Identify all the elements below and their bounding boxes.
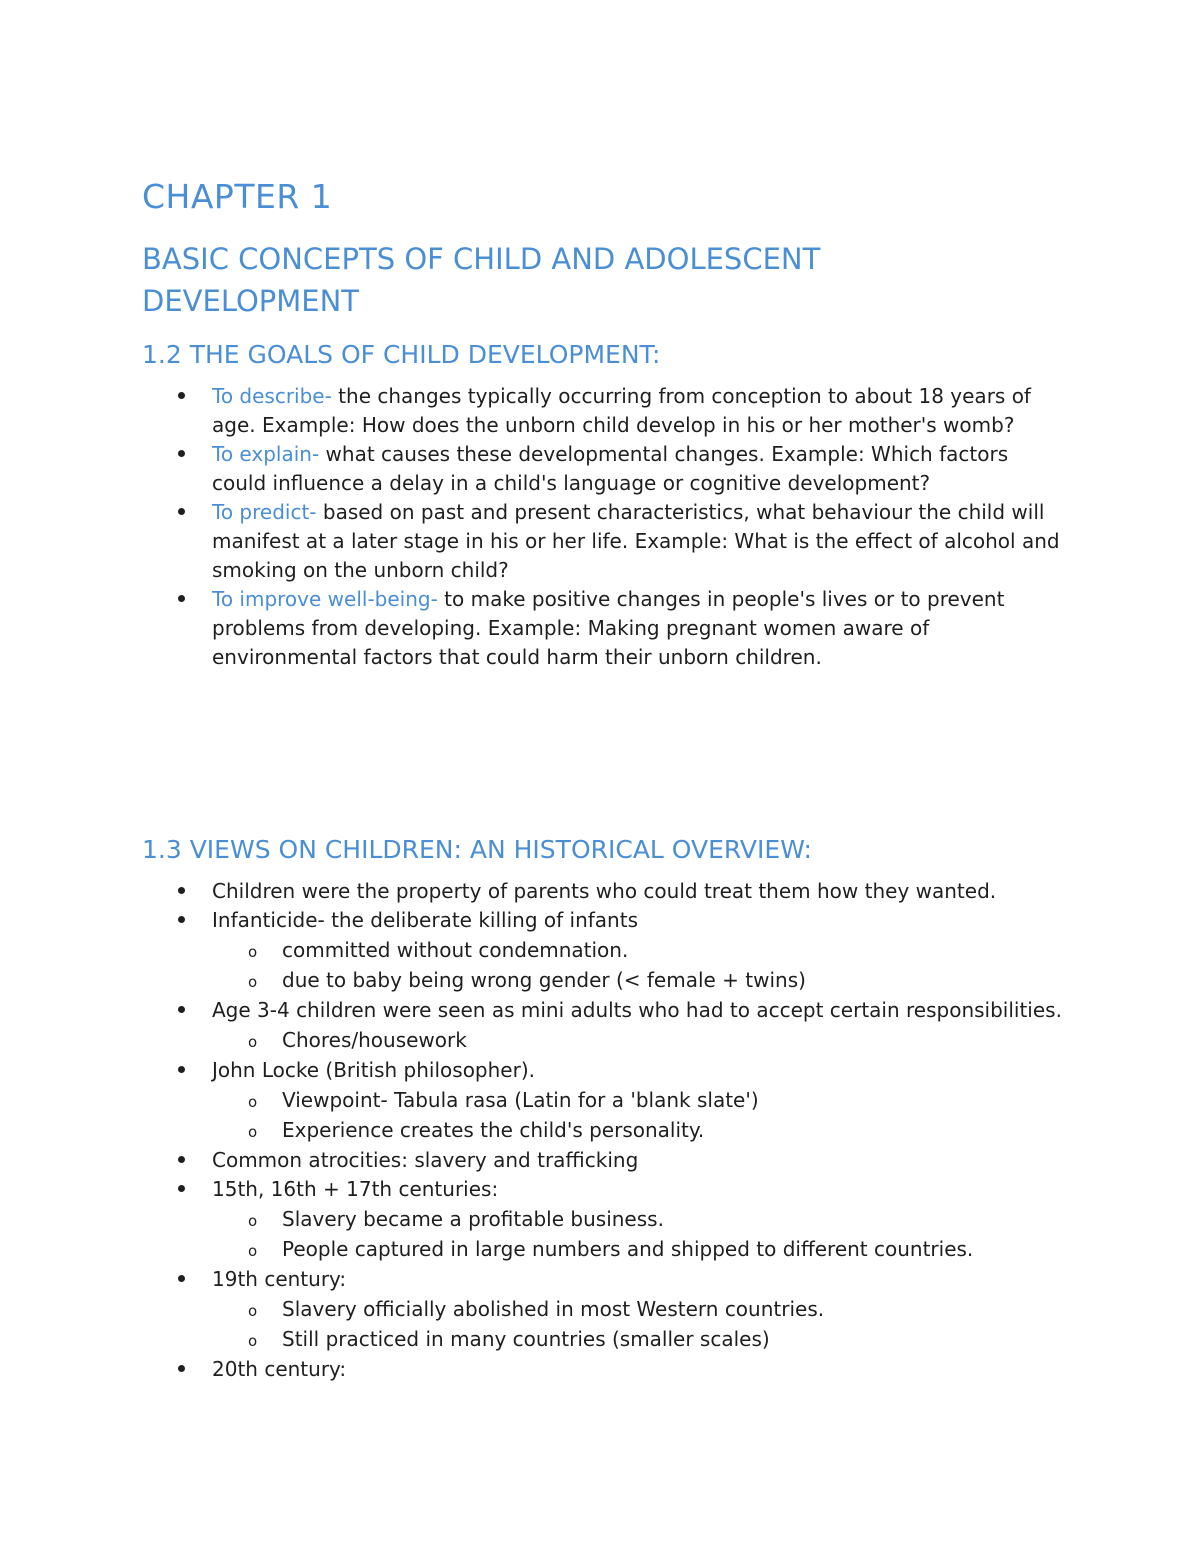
- circle-bullet-icon: o: [248, 973, 258, 991]
- bullet-icon: [175, 1355, 187, 1384]
- sub-item-text: Slavery officially abolished in most Western countries.: [282, 1297, 825, 1321]
- sub-item: [212, 1325, 1062, 1354]
- sub-item-text: People captured in large numbers and shipped to different countries.: [282, 1237, 974, 1261]
- sub-list: [212, 1295, 1062, 1354]
- goals-heading: 1.2 THE GOALS OF CHILD DEVELOPMENT:: [142, 340, 661, 369]
- circle-bullet-icon: o: [248, 1302, 258, 1320]
- sub-item-text: committed without condemnation.: [282, 938, 629, 962]
- circle-bullet-icon: o: [248, 1033, 258, 1051]
- view-text: 20th century:: [212, 1357, 347, 1381]
- goal-item: [0, 382, 1062, 440]
- bullet-icon: [175, 1146, 187, 1175]
- goal-text: based on past and present characteristics, what behaviour the child will manifest at a later stage in his or her life. Example: What is the effect of alcohol and smoking on the unborn child?: [212, 500, 1060, 582]
- bullet-icon: [175, 1265, 187, 1294]
- views-heading: 1.3 VIEWS ON CHILDREN: AN HISTORICAL OVERVIEW:: [142, 835, 812, 864]
- circle-bullet-icon: o: [248, 1212, 258, 1230]
- view-item: [0, 906, 1062, 995]
- sub-item: [212, 1086, 1062, 1115]
- sub-item: [212, 1235, 1062, 1264]
- goal-term: To describe-: [212, 384, 332, 408]
- sub-item-text: Still practiced in many countries (smaller scales): [282, 1327, 770, 1351]
- bullet-icon: [175, 906, 187, 935]
- sub-item-text: due to baby being wrong gender (< female + twins): [282, 968, 806, 992]
- goal-term: To predict-: [212, 500, 317, 524]
- circle-bullet-icon: o: [248, 1242, 258, 1260]
- goal-item: [0, 585, 1062, 672]
- bullet-icon: [175, 1056, 187, 1085]
- goal-text: the changes typically occurring from conception to about 18 years of age. Example: How does the unborn child develop in his or her mother's womb?: [212, 384, 1031, 437]
- view-item: [0, 996, 1062, 1055]
- goal-term: To explain-: [212, 442, 320, 466]
- view-text: Children were the property of parents who could treat them how they wanted.: [212, 879, 997, 903]
- bullet-icon: [175, 585, 187, 614]
- chapter-title: CHAPTER 1: [142, 177, 333, 216]
- view-item: [0, 1056, 1062, 1145]
- sub-item-text: Chores/housework: [282, 1028, 467, 1052]
- sub-list: [212, 1205, 1062, 1264]
- bullet-icon: [175, 877, 187, 906]
- goal-item: [0, 498, 1062, 585]
- bullet-icon: [175, 498, 187, 527]
- circle-bullet-icon: o: [248, 943, 258, 961]
- views-list: [0, 877, 1200, 1384]
- view-item: [0, 1146, 1062, 1175]
- circle-bullet-icon: o: [248, 1123, 258, 1141]
- goal-item: [0, 440, 1062, 498]
- goals-list: [0, 382, 1200, 672]
- view-item: [0, 1355, 1062, 1384]
- sub-item: [212, 1205, 1062, 1234]
- chapter-subtitle: BASIC CONCEPTS OF CHILD AND ADOLESCENT DEVELOPMENT: [142, 242, 821, 318]
- bullet-icon: [175, 440, 187, 469]
- view-text: Common atrocities: slavery and trafficking: [212, 1148, 639, 1172]
- view-text: 19th century:: [212, 1267, 347, 1291]
- sub-item-text: Experience creates the child's personality.: [282, 1118, 705, 1142]
- goal-text: what causes these developmental changes. Example: Which factors could influence a delay in a child's language or cognitive development?: [212, 442, 1009, 495]
- view-text: 15th, 16th + 17th centuries:: [212, 1177, 499, 1201]
- bullet-icon: [175, 1175, 187, 1204]
- view-item: [0, 1175, 1062, 1264]
- goal-term: To improve well-being-: [212, 587, 438, 611]
- bullet-icon: [175, 996, 187, 1025]
- sub-item: [212, 966, 1062, 995]
- bullet-icon: [175, 382, 187, 411]
- view-text: John Locke (British philosopher).: [212, 1058, 535, 1082]
- sub-item-text: Slavery became a profitable business.: [282, 1207, 664, 1231]
- view-item: [0, 1265, 1062, 1354]
- view-item: [0, 877, 1062, 906]
- sub-item: [212, 936, 1062, 965]
- sub-item: [212, 1026, 1062, 1055]
- sub-list: [212, 1086, 1062, 1145]
- sub-item: [212, 1295, 1062, 1324]
- view-text: Infanticide- the deliberate killing of infants: [212, 908, 638, 932]
- sub-list: [212, 936, 1062, 995]
- circle-bullet-icon: o: [248, 1093, 258, 1111]
- sub-list: [212, 1026, 1062, 1055]
- goal-text: to make positive changes in people's lives or to prevent problems from developing. Example: Making pregnant women aware of environmental factors that could harm their unborn children.: [212, 587, 1005, 669]
- circle-bullet-icon: o: [248, 1332, 258, 1350]
- sub-item-text: Viewpoint- Tabula rasa (Latin for a 'blank slate'): [282, 1088, 759, 1112]
- sub-item: [212, 1116, 1062, 1145]
- view-text: Age 3-4 children were seen as mini adults who had to accept certain responsibilities.: [212, 998, 1062, 1022]
